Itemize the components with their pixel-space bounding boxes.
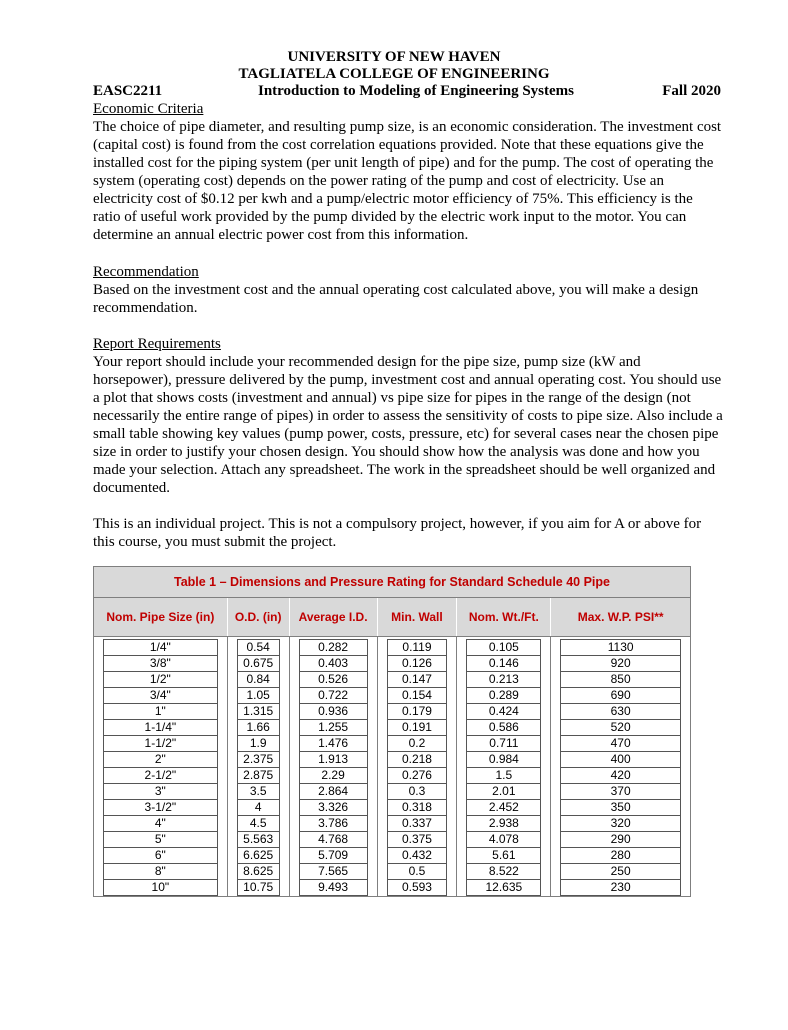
- table-caption: Table 1 – Dimensions and Pressure Rating for Standard Schedule 40 Pipe: [93, 566, 691, 598]
- cell-value: 0.147: [387, 671, 448, 687]
- cell-value: 0.179: [387, 703, 448, 719]
- cell-nom-size: [94, 735, 228, 751]
- pipe-table-container: [93, 566, 691, 897]
- cell-value: 1.476: [299, 735, 368, 751]
- cell-nom-wt: [457, 783, 551, 799]
- cell-nom-size: [94, 655, 228, 671]
- cell-value: 2.875: [237, 767, 280, 783]
- cell-value: 0.432: [387, 847, 448, 863]
- cell-value: 1.913: [299, 751, 368, 767]
- table-row: [94, 815, 691, 831]
- cell-value: 0.711: [466, 735, 541, 751]
- cell-nom-size: [94, 879, 228, 897]
- cell-nom-wt: [457, 879, 551, 897]
- cell-nom-size: [94, 637, 228, 656]
- col-header-od: O.D. (in): [227, 598, 289, 637]
- cell-nom-wt: [457, 799, 551, 815]
- col-header-avg-id: Average I.D.: [289, 598, 377, 637]
- cell-max-wp: [551, 751, 691, 767]
- cell-nom-wt: [457, 655, 551, 671]
- cell-value: 0.337: [387, 815, 448, 831]
- col-header-nom-wt: Nom. Wt./Ft.: [457, 598, 551, 637]
- cell-min-wall: [377, 703, 457, 719]
- table-header-row: [94, 598, 691, 637]
- cell-nom-wt: [457, 831, 551, 847]
- cell-value: 2.864: [299, 783, 368, 799]
- cell-value: 350: [560, 799, 681, 815]
- cell-value: 0.146: [466, 655, 541, 671]
- cell-value: 2.452: [466, 799, 541, 815]
- cell-nom-size: [94, 831, 228, 847]
- cell-value: 0.375: [387, 831, 448, 847]
- cell-nom-size: [94, 719, 228, 735]
- cell-max-wp: [551, 815, 691, 831]
- cell-nom-size: [94, 863, 228, 879]
- cell-value: 0.675: [237, 655, 280, 671]
- cell-value: 2.29: [299, 767, 368, 783]
- cell-od: [227, 831, 289, 847]
- cell-value: 280: [560, 847, 681, 863]
- table-row: [94, 687, 691, 703]
- cell-value: 0.105: [466, 639, 541, 655]
- cell-od: [227, 655, 289, 671]
- table-row: [94, 671, 691, 687]
- cell-value: 920: [560, 655, 681, 671]
- cell-avg-id: [289, 879, 377, 897]
- cell-min-wall: [377, 671, 457, 687]
- cell-min-wall: [377, 719, 457, 735]
- cell-value: 0.154: [387, 687, 448, 703]
- course-code: EASC2211: [93, 83, 163, 99]
- cell-max-wp: [551, 767, 691, 783]
- cell-value: 4: [237, 799, 280, 815]
- cell-max-wp: [551, 863, 691, 879]
- cell-max-wp: [551, 687, 691, 703]
- cell-value: 0.126: [387, 655, 448, 671]
- cell-value: 8.522: [466, 863, 541, 879]
- cell-min-wall: [377, 783, 457, 799]
- cell-max-wp: [551, 879, 691, 897]
- university-name: UNIVERSITY OF NEW HAVEN: [287, 49, 501, 65]
- cell-value: 0.276: [387, 767, 448, 783]
- cell-value: 0.984: [466, 751, 541, 767]
- cell-value: 0.282: [299, 639, 368, 655]
- cell-min-wall: [377, 879, 457, 897]
- cell-value: 630: [560, 703, 681, 719]
- cell-od: [227, 703, 289, 719]
- cell-avg-id: [289, 847, 377, 863]
- cell-value: 4.5: [237, 815, 280, 831]
- table-row: [94, 751, 691, 767]
- cell-nom-size: [94, 767, 228, 783]
- cell-value: 2.938: [466, 815, 541, 831]
- cell-value: 3.5: [237, 783, 280, 799]
- cell-value: 0.119: [387, 639, 448, 655]
- cell-od: [227, 799, 289, 815]
- cell-value: 0.5: [387, 863, 448, 879]
- cell-value: 0.218: [387, 751, 448, 767]
- cell-value: 2-1/2": [103, 767, 218, 783]
- cell-value: 0.403: [299, 655, 368, 671]
- cell-min-wall: [377, 863, 457, 879]
- col-header-max-wp: Max. W.P. PSI**: [551, 598, 691, 637]
- cell-nom-size: [94, 671, 228, 687]
- cell-value: 0.213: [466, 671, 541, 687]
- cell-value: 420: [560, 767, 681, 783]
- cell-avg-id: [289, 637, 377, 656]
- cell-od: [227, 863, 289, 879]
- cell-avg-id: [289, 655, 377, 671]
- cell-avg-id: [289, 671, 377, 687]
- cell-avg-id: [289, 831, 377, 847]
- cell-max-wp: [551, 783, 691, 799]
- col-header-min-wall: Min. Wall: [377, 598, 457, 637]
- college-name: TAGLIATELA COLLEGE OF ENGINEERING: [238, 66, 550, 82]
- cell-avg-id: [289, 735, 377, 751]
- cell-value: 2.01: [466, 783, 541, 799]
- cell-value: 8.625: [237, 863, 280, 879]
- cell-nom-size: [94, 687, 228, 703]
- cell-max-wp: [551, 847, 691, 863]
- cell-od: [227, 687, 289, 703]
- cell-min-wall: [377, 655, 457, 671]
- cell-od: [227, 637, 289, 656]
- table-row: [94, 783, 691, 799]
- cell-od: [227, 767, 289, 783]
- cell-nom-wt: [457, 863, 551, 879]
- cell-max-wp: [551, 831, 691, 847]
- cell-value: 230: [560, 879, 681, 896]
- cell-value: 250: [560, 863, 681, 879]
- cell-nom-size: [94, 703, 228, 719]
- cell-value: 0.526: [299, 671, 368, 687]
- cell-value: 4.768: [299, 831, 368, 847]
- cell-value: 1/2": [103, 671, 218, 687]
- recommendation-section: [93, 263, 723, 317]
- cell-value: 520: [560, 719, 681, 735]
- cell-value: 1/4": [103, 639, 218, 655]
- cell-avg-id: [289, 783, 377, 799]
- table-row: [94, 767, 691, 783]
- cell-nom-wt: [457, 671, 551, 687]
- cell-avg-id: [289, 799, 377, 815]
- cell-value: 3.326: [299, 799, 368, 815]
- cell-nom-wt: [457, 767, 551, 783]
- cell-nom-wt: [457, 847, 551, 863]
- table-row: [94, 863, 691, 879]
- cell-value: 400: [560, 751, 681, 767]
- cell-avg-id: [289, 687, 377, 703]
- table-row: [94, 799, 691, 815]
- individual-project-section: [93, 515, 723, 551]
- cell-value: 0.3: [387, 783, 448, 799]
- course-title: Introduction to Modeling of Engineering Systems: [258, 83, 574, 99]
- cell-value: 0.722: [299, 687, 368, 703]
- cell-max-wp: [551, 735, 691, 751]
- cell-value: 0.84: [237, 671, 280, 687]
- cell-nom-size: [94, 847, 228, 863]
- cell-value: 0.289: [466, 687, 541, 703]
- cell-nom-wt: [457, 815, 551, 831]
- cell-avg-id: [289, 751, 377, 767]
- cell-min-wall: [377, 799, 457, 815]
- cell-value: 2.375: [237, 751, 280, 767]
- cell-value: 370: [560, 783, 681, 799]
- report-requirements-body: Your report should include your recommended design for the pipe size, pump size (kW and horsepower), pressure delivered by the pump, investment cost and annual operating cost. You should use a plot that shows costs (investment and annual) vs pipe size for pipes in the range of the design (not necessarily the entire range of pipes) in order to assess the sensitivity of costs to pipe size. Also include a small table showing key values (pump power, costs, pressure, etc) for several cases near the chosen pipe size in order to justify your chosen design. You should show how the analysis was done and how you made your selection. Attach any spreadsheet. The work in the spreadsheet should be well organized and documented.: [93, 354, 723, 496]
- table-body: [94, 637, 691, 897]
- cell-value: 12.635: [466, 879, 541, 896]
- cell-avg-id: [289, 767, 377, 783]
- cell-max-wp: [551, 671, 691, 687]
- cell-nom-wt: [457, 751, 551, 767]
- cell-od: [227, 879, 289, 897]
- economic-criteria-title: Economic Criteria: [93, 101, 204, 117]
- cell-nom-wt: [457, 687, 551, 703]
- cell-nom-size: [94, 751, 228, 767]
- cell-nom-wt: [457, 637, 551, 656]
- cell-value: 1-1/2": [103, 735, 218, 751]
- cell-max-wp: [551, 799, 691, 815]
- cell-value: 1.05: [237, 687, 280, 703]
- cell-value: 1.66: [237, 719, 280, 735]
- recommendation-body: Based on the investment cost and the annual operating cost calculated above, you will make a design recommendation.: [93, 282, 699, 316]
- cell-min-wall: [377, 735, 457, 751]
- cell-value: 3/8": [103, 655, 218, 671]
- cell-value: 6.625: [237, 847, 280, 863]
- cell-avg-id: [289, 703, 377, 719]
- cell-max-wp: [551, 703, 691, 719]
- table-row: [94, 703, 691, 719]
- cell-value: 4": [103, 815, 218, 831]
- cell-value: 5.563: [237, 831, 280, 847]
- cell-value: 3": [103, 783, 218, 799]
- col-header-nom-size: Nom. Pipe Size (in): [94, 598, 228, 637]
- cell-max-wp: [551, 637, 691, 656]
- cell-value: 1.255: [299, 719, 368, 735]
- cell-od: [227, 751, 289, 767]
- cell-max-wp: [551, 655, 691, 671]
- cell-avg-id: [289, 719, 377, 735]
- cell-od: [227, 735, 289, 751]
- cell-value: 9.493: [299, 879, 368, 896]
- cell-value: 850: [560, 671, 681, 687]
- cell-value: 1130: [560, 639, 681, 655]
- cell-value: 3.786: [299, 815, 368, 831]
- cell-value: 0.593: [387, 879, 448, 896]
- cell-value: 8": [103, 863, 218, 879]
- term: Fall 2020: [662, 83, 721, 99]
- cell-min-wall: [377, 847, 457, 863]
- cell-min-wall: [377, 767, 457, 783]
- cell-min-wall: [377, 831, 457, 847]
- cell-nom-size: [94, 799, 228, 815]
- cell-value: 0.54: [237, 639, 280, 655]
- report-requirements-section: [93, 335, 723, 497]
- cell-value: 0.586: [466, 719, 541, 735]
- cell-value: 10.75: [237, 879, 280, 896]
- cell-value: 0.318: [387, 799, 448, 815]
- cell-nom-wt: [457, 735, 551, 751]
- cell-value: 320: [560, 815, 681, 831]
- cell-od: [227, 783, 289, 799]
- cell-value: 2": [103, 751, 218, 767]
- economic-criteria-body: The choice of pipe diameter, and resulting pump size, is an economic consideration. The investment cost (capital cost) is found from the cost correlation equations provided. Note that these equations give the installed cost for the piping system (per unit length of pipe) and for the pump. The cost of operating the system (operating cost) depends on the power rating of the pump and cost of electricity. Use an electricity cost of $0.12 per kwh and a pump/electric motor efficiency of 75%. This efficiency is the ratio of useful work provided by the pump divided by the electric work input to the motor. You can determine an annual electric power cost from this information.: [93, 119, 722, 243]
- table-row: [94, 655, 691, 671]
- cell-od: [227, 815, 289, 831]
- cell-value: 6": [103, 847, 218, 863]
- table-row: [94, 847, 691, 863]
- report-requirements-title: Report Requirements: [93, 336, 221, 352]
- cell-max-wp: [551, 719, 691, 735]
- cell-value: 10": [103, 879, 218, 896]
- cell-value: 1.9: [237, 735, 280, 751]
- economic-criteria-section: [93, 100, 723, 244]
- cell-od: [227, 719, 289, 735]
- individual-project-body: This is an individual project. This is not a compulsory project, however, if you aim for A or above for this course, you must submit the project.: [93, 516, 702, 550]
- cell-min-wall: [377, 687, 457, 703]
- table-row: [94, 831, 691, 847]
- table-row: [94, 735, 691, 751]
- cell-min-wall: [377, 815, 457, 831]
- cell-nom-size: [94, 815, 228, 831]
- cell-value: 290: [560, 831, 681, 847]
- cell-nom-wt: [457, 719, 551, 735]
- cell-value: 1": [103, 703, 218, 719]
- table-row: [94, 719, 691, 735]
- cell-avg-id: [289, 863, 377, 879]
- cell-value: 0.2: [387, 735, 448, 751]
- cell-value: 1.5: [466, 767, 541, 783]
- cell-nom-wt: [457, 703, 551, 719]
- cell-od: [227, 847, 289, 863]
- pipe-dimensions-table: [93, 598, 691, 897]
- cell-value: 4.078: [466, 831, 541, 847]
- cell-value: 5": [103, 831, 218, 847]
- cell-min-wall: [377, 637, 457, 656]
- cell-value: 5.709: [299, 847, 368, 863]
- cell-value: 5.61: [466, 847, 541, 863]
- cell-avg-id: [289, 815, 377, 831]
- table-row: [94, 637, 691, 656]
- cell-value: 3-1/2": [103, 799, 218, 815]
- cell-value: 1.315: [237, 703, 280, 719]
- cell-value: 0.424: [466, 703, 541, 719]
- cell-value: 1-1/4": [103, 719, 218, 735]
- cell-od: [227, 671, 289, 687]
- cell-value: 690: [560, 687, 681, 703]
- cell-value: 470: [560, 735, 681, 751]
- cell-value: 0.191: [387, 719, 448, 735]
- table-row: [94, 879, 691, 897]
- recommendation-title: Recommendation: [93, 264, 199, 280]
- cell-value: 7.565: [299, 863, 368, 879]
- cell-min-wall: [377, 751, 457, 767]
- cell-value: 0.936: [299, 703, 368, 719]
- cell-value: 3/4": [103, 687, 218, 703]
- cell-nom-size: [94, 783, 228, 799]
